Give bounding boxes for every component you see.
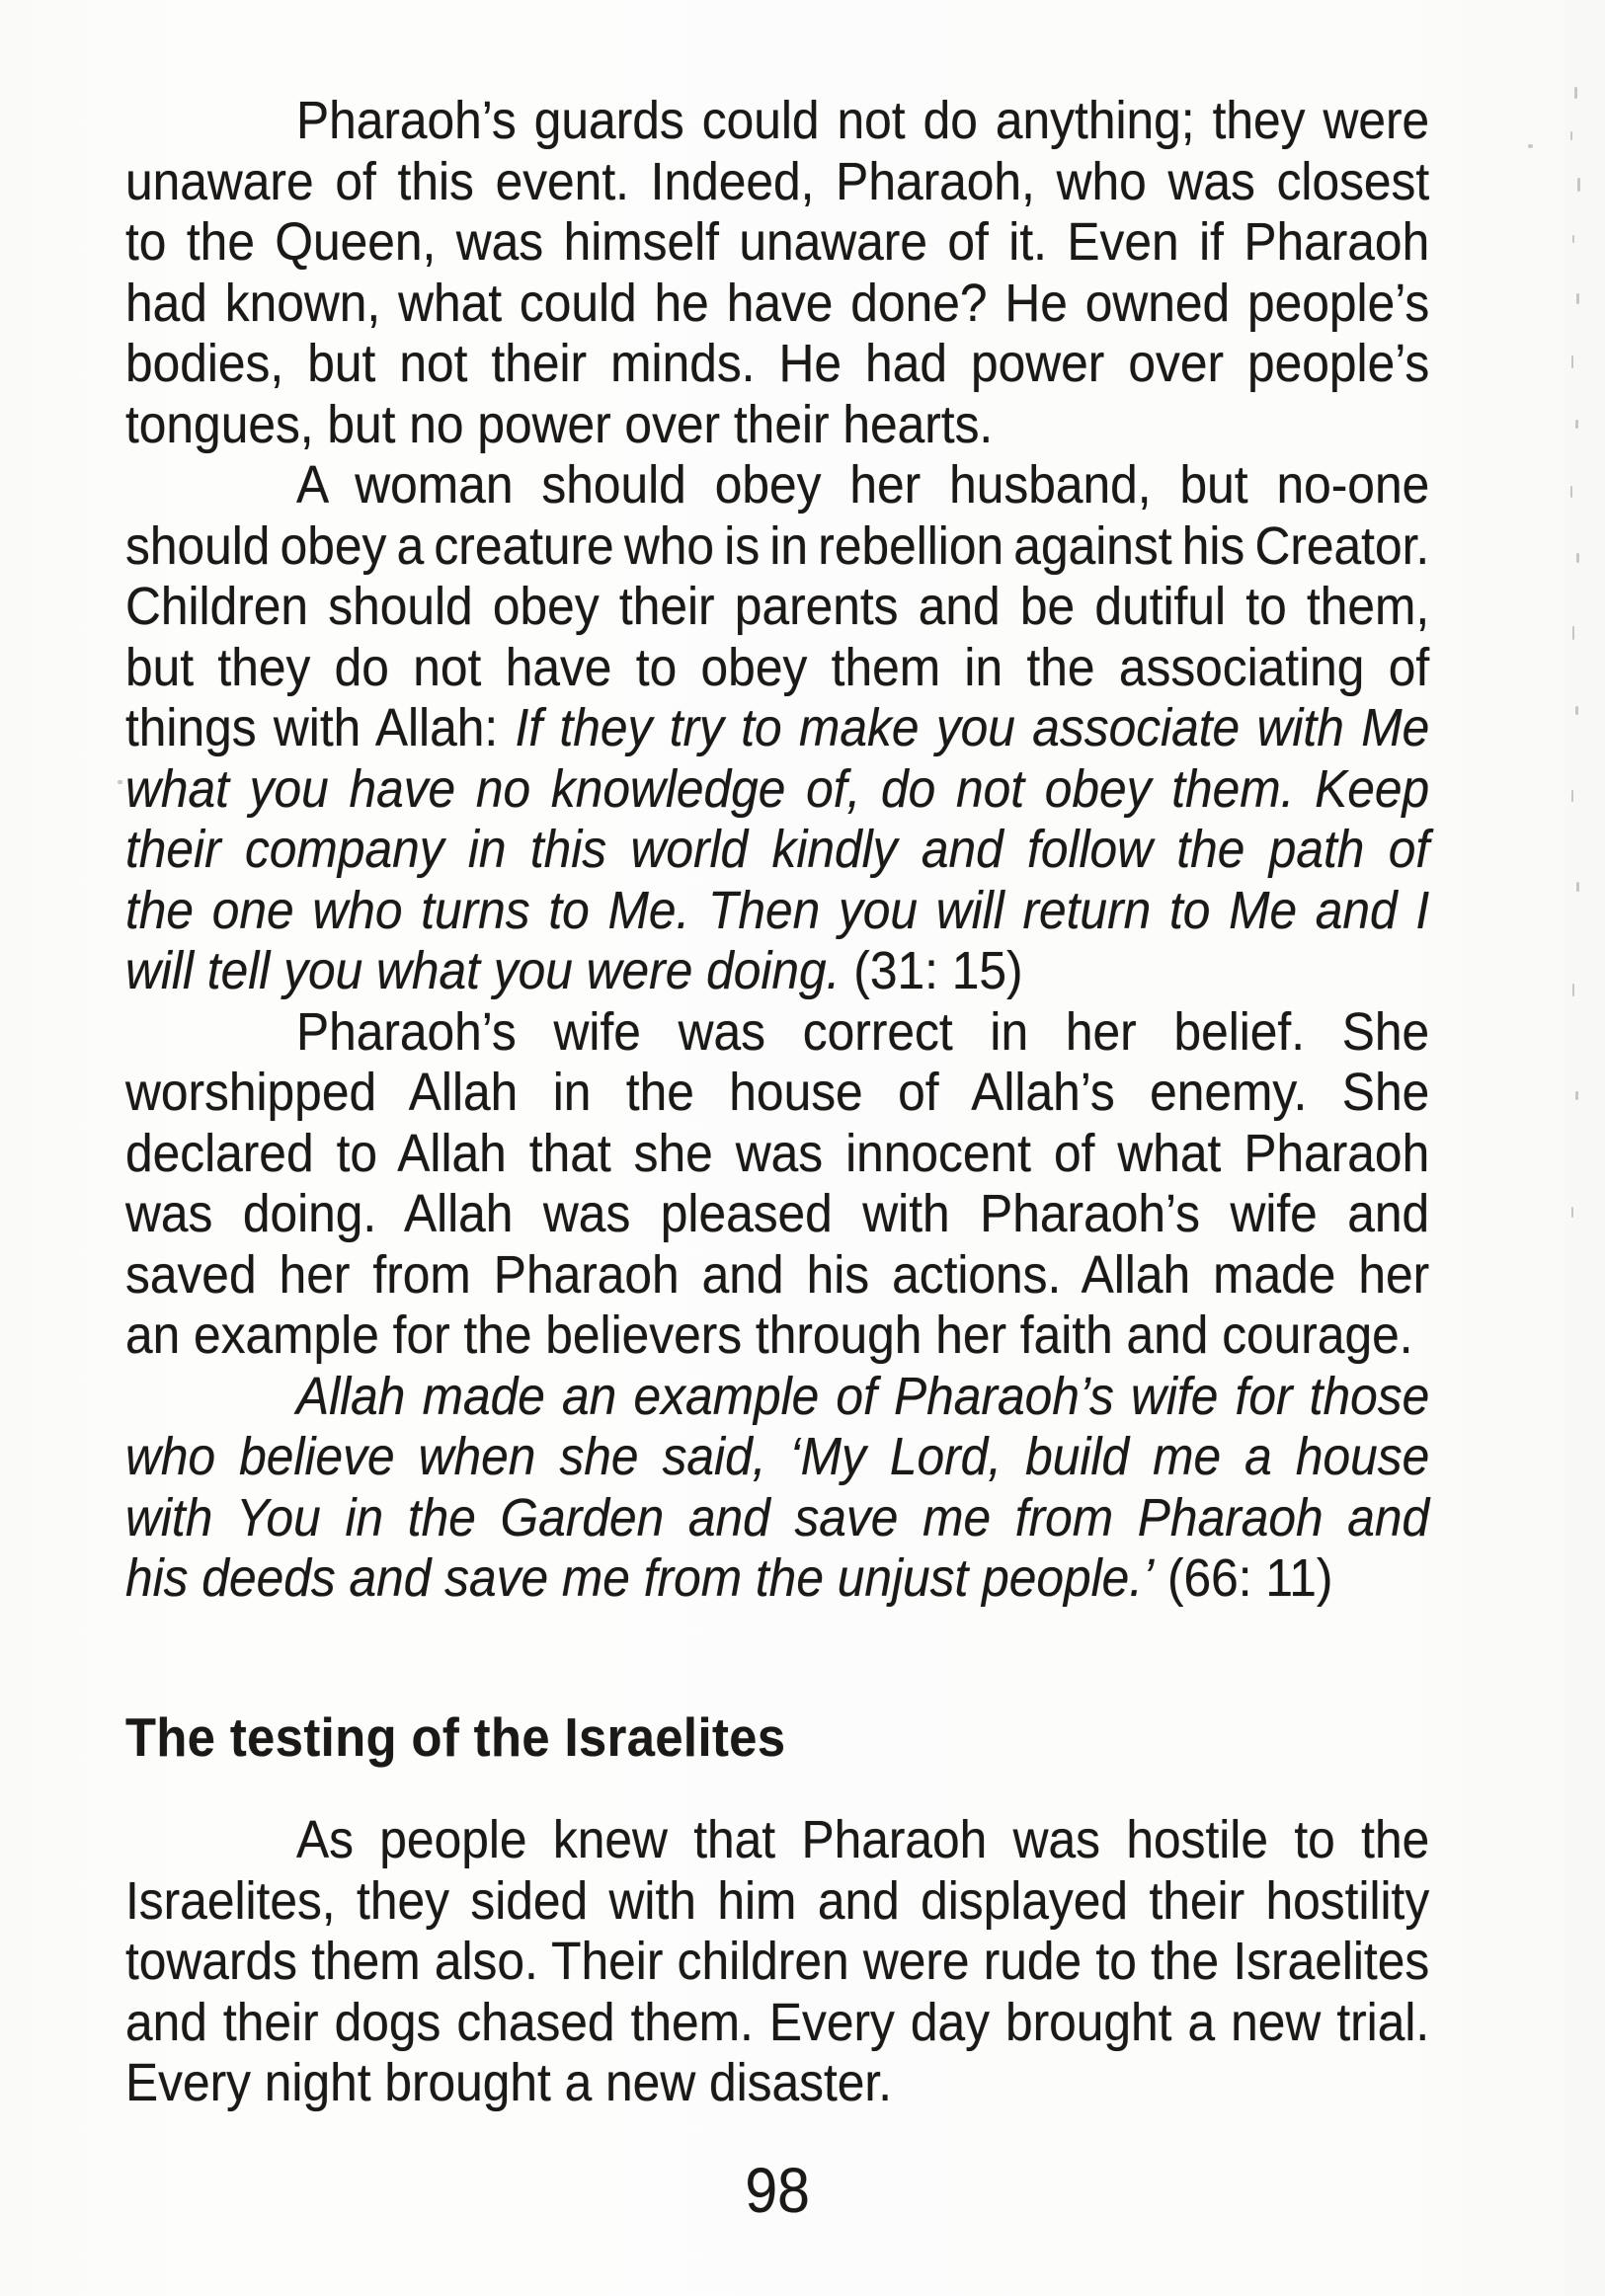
text-line <box>125 698 1429 759</box>
body-text: things with Allah: <box>125 698 516 757</box>
scan-artifact-dash <box>1576 293 1579 304</box>
text-line <box>125 1993 1429 2054</box>
body-text: had known, what could he have done? He owned people’s <box>125 273 1430 333</box>
body-text: Children should obey their parents and be dutiful to them, <box>125 577 1430 636</box>
text-line <box>125 1184 1429 1245</box>
text-line <box>125 759 1429 821</box>
body-text: tongues, but no power over their hearts. <box>125 394 994 454</box>
scan-artifact-dash <box>1572 984 1574 996</box>
text-line <box>125 1245 1429 1306</box>
body-text: bodies, but not their minds. He had power over people’s <box>125 334 1430 393</box>
scan-artifact-dash <box>1575 420 1578 429</box>
body-text: (31: 15) <box>840 941 1023 1000</box>
body-text: Pharaoh’s wife was correct in her belief. She <box>295 1001 1430 1062</box>
body-text: declared to Allah that she was innocent of what Pharaoh <box>125 1123 1430 1183</box>
text-line <box>125 1002 1429 1064</box>
scan-artifact-dash <box>1571 790 1573 802</box>
quote-text: their company in this world kindly and follow the path of <box>125 820 1430 879</box>
scan-artifact-dash <box>1574 87 1577 99</box>
body-text: but they do not have to obey them in the associating of <box>125 637 1430 697</box>
quote-text: who believe when she said, ‘My Lord, build me a house <box>125 1427 1430 1486</box>
scan-artifact-dash <box>1575 706 1578 715</box>
quote-text: will tell you what you were doing. <box>125 941 841 1000</box>
text-line <box>125 152 1429 213</box>
body-text: towards them also. Their children were rude to the Israelites <box>125 1932 1430 1991</box>
text-line <box>125 1427 1429 1488</box>
body-paragraphs <box>125 91 1429 1610</box>
text-line <box>125 1306 1429 1367</box>
text-line <box>125 820 1429 881</box>
quote-text: with You in the Garden and save me from Pharaoh and <box>125 1487 1430 1547</box>
text-line <box>125 1367 1429 1428</box>
text-line <box>125 1871 1429 1933</box>
body-text: As people knew that Pharaoh was hostile to the <box>295 1810 1430 1869</box>
body-text: unaware of this event. Indeed, Pharaoh, who was closest <box>125 151 1430 211</box>
body-text: Pharaoh’s guards could not do anything; they were <box>295 91 1430 150</box>
scan-artifact-dash <box>1572 626 1574 640</box>
text-line <box>125 395 1429 456</box>
text-line <box>125 1932 1429 1993</box>
body-text: an example for the believers through her faith and courage. <box>125 1306 1413 1365</box>
body-text: (66: 11) <box>1154 1548 1333 1608</box>
text-line <box>125 577 1429 638</box>
quote-text: Allah made an example of Pharaoh’s wife for those <box>295 1366 1430 1426</box>
body-text: and their dogs chased them. Every day brought a new trial. <box>125 1992 1430 2052</box>
scan-artifact-speck <box>1528 144 1533 148</box>
scan-artifact-dash <box>1576 553 1579 563</box>
text-line <box>125 1124 1429 1185</box>
text-line <box>125 1810 1429 1871</box>
text-line <box>125 638 1429 699</box>
page-number: 98 <box>745 2154 810 2226</box>
body-text: was doing. Allah was pleased with Pharaoh’s wife and <box>125 1184 1430 1243</box>
section-heading: The testing of the Israelites <box>125 1705 786 1768</box>
text-line <box>125 1063 1429 1124</box>
text-line <box>125 1488 1429 1549</box>
quote-text: the one who turns to Me. Then you will return to Me and I <box>125 880 1430 940</box>
scan-artifact-dash <box>1570 486 1572 498</box>
text-line <box>125 91 1429 152</box>
scan-artifact-dash <box>1577 178 1580 192</box>
quote-text: his deeds and save me from the unjust people.’ <box>125 1548 1155 1608</box>
text-column <box>125 91 1429 2225</box>
scan-artifact-dash <box>1572 235 1574 243</box>
body-text: A woman should obey her husband, but no-one <box>295 455 1430 515</box>
body-text: saved her from Pharaoh and his actions. Allah made her <box>125 1244 1430 1305</box>
body-text: Every night brought a new disaster. <box>125 2053 893 2112</box>
text-line <box>125 274 1429 335</box>
body-text: Israelites, they sided with him and displayed their hostility <box>125 1870 1430 1931</box>
text-line <box>125 334 1429 395</box>
scan-artifact-dash <box>1571 356 1573 368</box>
text-line <box>125 455 1429 516</box>
scan-artifact-dash <box>1571 1207 1573 1218</box>
quote-text: what you have no knowledge of, do not obey them. Keep <box>125 758 1430 819</box>
body-text: to the Queen, was himself unaware of it. Even if Pharaoh <box>125 212 1430 272</box>
closing-paragraph <box>125 1810 1429 2114</box>
body-text: worshipped Allah in the house of Allah’s enemy. She <box>125 1063 1430 1122</box>
text-line <box>125 941 1429 1002</box>
text-line <box>125 2053 1429 2114</box>
scan-artifact-speck <box>118 780 122 784</box>
text-line <box>125 212 1429 274</box>
text-line <box>125 881 1429 942</box>
scan-artifact-dash <box>1576 882 1579 892</box>
text-line <box>125 1548 1429 1610</box>
body-text: should obey a creature who is in rebellion against his Creator. <box>125 515 1430 576</box>
scan-artifact-dash <box>1570 131 1572 140</box>
scan-artifact-dash <box>1575 1091 1578 1100</box>
text-line <box>125 516 1429 578</box>
quote-text: If they try to make you associate with Me <box>515 698 1430 757</box>
